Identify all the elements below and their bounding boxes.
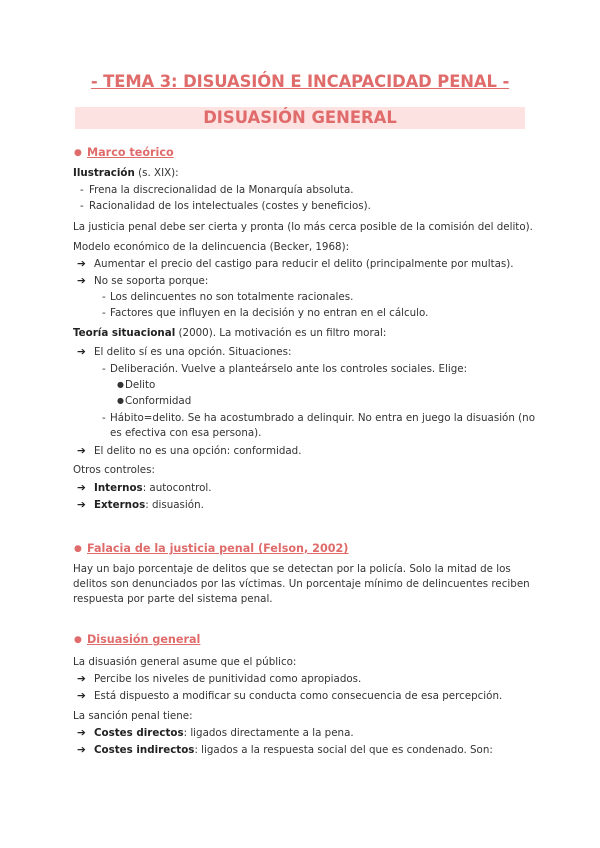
section-bullet: ● xyxy=(74,148,82,158)
costes-indirectos-term: Costes indirectos xyxy=(94,744,195,756)
dash-marker: - xyxy=(80,184,84,196)
item-conformidad: Conformidad xyxy=(125,395,192,407)
item-internos xyxy=(94,481,212,495)
item-no-racionales: Los delincuentes no son totalmente racionales. xyxy=(110,291,354,303)
section-bullet: ● xyxy=(74,544,82,554)
externos-text: : disuasión. xyxy=(145,499,204,511)
section-band-title: DISUASIÓN GENERAL xyxy=(203,108,397,127)
arrow-icon: ➔ xyxy=(77,727,86,739)
paragraph-asume: La disuasión general asume que el público: xyxy=(73,656,297,668)
item-costes-indirectos xyxy=(94,743,493,757)
arrow-icon: ➔ xyxy=(77,690,86,702)
section-bullet: ● xyxy=(74,635,82,645)
costes-directos-term: Costes directos xyxy=(94,727,184,739)
ilustracion-item-1: Frena la discrecionalidad de la Monarquía absoluta. xyxy=(89,184,354,196)
arrow-icon: ➔ xyxy=(77,744,86,756)
arrow-icon: ➔ xyxy=(77,445,86,457)
externos-term: Externos xyxy=(94,499,146,511)
arrow-icon: ➔ xyxy=(77,346,86,358)
falacia-line-2: delitos son denunciados por las víctimas. Un porcentaje mínimo de delincuentes reciben xyxy=(73,578,530,590)
bullet-marker: ● xyxy=(117,380,124,389)
falacia-line-1: Hay un bajo porcentaje de delitos que se detectan por la policía. Solo la mitad de los xyxy=(73,563,511,575)
paragraph-modelo: Modelo económico de la delincuencia (Becker, 1968): xyxy=(73,241,350,253)
arrow-icon: ➔ xyxy=(77,258,86,270)
item-habito-line-1: Hábito=delito. Se ha acostumbrado a delinquir. No entra en juego la disuasión (no xyxy=(110,412,536,424)
teoria-situacional-term: Teoría situacional xyxy=(73,327,176,339)
item-delito-si: El delito sí es una opción. Situaciones: xyxy=(94,346,292,358)
arrow-icon: ➔ xyxy=(77,673,86,685)
ilustracion-text: (s. XIX): xyxy=(134,167,179,179)
page-title: - TEMA 3: DISUASIÓN E INCAPACIDAD PENAL - xyxy=(90,72,510,91)
item-no-se-soporta: No se soporta porque: xyxy=(94,275,209,287)
heading-falacia: Falacia de la justicia penal (Felson, 2002) xyxy=(87,542,349,555)
item-deliberacion: Deliberación. Vuelve a planteárselo ante los controles sociales. Elige: xyxy=(110,363,468,375)
item-dispuesto: Está dispuesto a modificar su conducta como consecuencia de esa percepción. xyxy=(94,690,503,702)
item-delito-no: El delito no es una opción: conformidad. xyxy=(94,445,302,457)
item-factores: Factores que influyen en la decisión y no entran en el cálculo. xyxy=(110,307,429,319)
item-habito-line-2: es efectiva con esa persona). xyxy=(110,427,262,439)
arrow-icon: ➔ xyxy=(77,482,86,494)
ilustracion-line xyxy=(73,166,179,180)
ilustracion-term: Ilustración xyxy=(73,167,135,179)
costes-indirectos-text: : ligados a la respuesta social del que es condenado. Son: xyxy=(194,744,493,756)
ilustracion-item-2: Racionalidad de los intelectuales (costes y beneficios). xyxy=(89,200,371,212)
item-aumentar-precio: Aumentar el precio del castigo para reducir el delito (principalmente por multas). xyxy=(94,258,514,270)
falacia-line-3: respuesta por parte del sistema penal. xyxy=(73,593,273,605)
bullet-marker: ● xyxy=(117,396,124,405)
item-delito: Delito xyxy=(125,379,156,391)
internos-text: : autocontrol. xyxy=(142,482,212,494)
dash-marker: - xyxy=(102,307,106,319)
item-costes-directos xyxy=(94,726,354,740)
dash-marker: - xyxy=(102,363,106,375)
teoria-situacional-text: (2000). La motivación es un filtro moral: xyxy=(175,327,387,339)
dash-marker: - xyxy=(102,291,106,303)
paragraph-otros-controles: Otros controles: xyxy=(73,464,155,476)
dash-marker: - xyxy=(102,412,106,424)
item-externos xyxy=(94,498,204,512)
internos-term: Internos xyxy=(94,482,143,494)
arrow-icon: ➔ xyxy=(77,275,86,287)
heading-disuasion-general: Disuasión general xyxy=(87,633,201,646)
heading-marco-teorico: Marco teórico xyxy=(87,146,174,159)
paragraph-justicia: La justicia penal debe ser cierta y pronta (lo más cerca posible de la comisión del delito). xyxy=(73,221,533,233)
teoria-situacional-line xyxy=(73,326,386,340)
costes-directos-text: : ligados directamente a la pena. xyxy=(183,727,354,739)
item-percibe: Percibe los niveles de punitividad como apropiados. xyxy=(94,673,362,685)
dash-marker: - xyxy=(80,200,84,212)
section-band xyxy=(75,107,525,129)
arrow-icon: ➔ xyxy=(77,499,86,511)
paragraph-sancion: La sanción penal tiene: xyxy=(73,710,193,722)
